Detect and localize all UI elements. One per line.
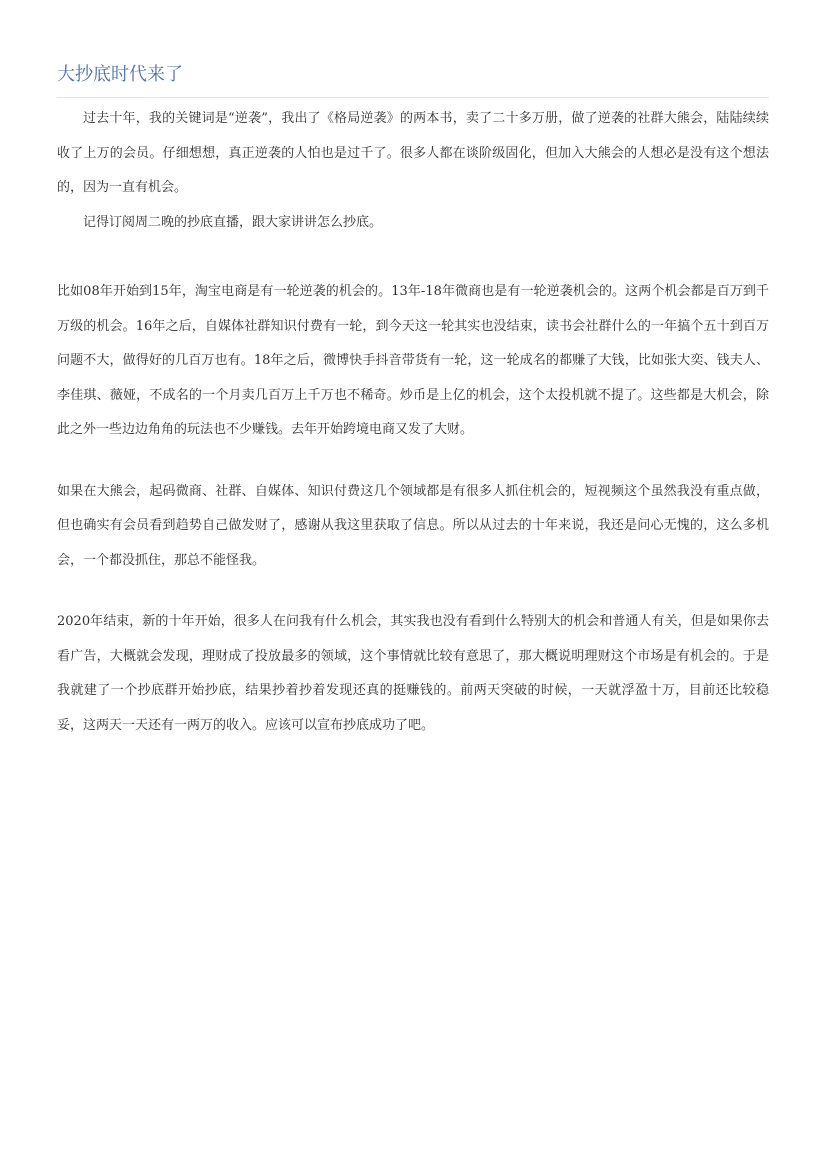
paragraph-spacer bbox=[57, 578, 769, 605]
article-title: 大抄底时代来了 bbox=[57, 64, 183, 85]
body-paragraph: 如果在大熊会，起码微商、社群、自媒体、知识付费这几个领域都是有很多人抓住机会的，短视频这个虽然我没有重点做，但也确实有会员看到趋势自己做发财了，感谢从我这里获取了信息。所以从过去的十年来说，我还是问心无愧的，这么多机会，一个都没抓住，那总不能怪我。 bbox=[57, 483, 769, 568]
title-divider bbox=[57, 97, 769, 98]
paragraph-spacer bbox=[57, 448, 769, 475]
paragraph-spacer bbox=[57, 240, 769, 275]
intro-paragraph: 记得订阅周二晚的抄底直播，跟大家讲讲怎么抄底。 bbox=[83, 214, 383, 230]
intro-paragraph: 过去十年，我的关键词是“逆袭”，我出了《格局逆袭》的两本书，卖了二十多万册，做了逆袭的社群大熊会，陆陆续续收了上万的会员。仔细想想，真正逆袭的人怕也是过千了。很多人都在谈阶级固化，但加入大熊会的人想必是没有这个想法的，因为一直有机会。 bbox=[57, 111, 769, 195]
article bbox=[57, 60, 769, 743]
intro-section bbox=[57, 102, 769, 240]
body-paragraph: 比如08年开始到15年，淘宝电商是有一轮逆袭的机会的。13年-18年微商也是有一轮逆袭机会的。这两个机会都是百万到千万级的机会。16年之后，自媒体社群知识付费有一轮，到今天这一轮其实也没结束，读书会社群什么的一年搞个五十到百万问题不大，做得好的几百万也有。18年之后，微博快手抖音带货有一轮，这一轮成名的都赚了大钱，比如张大奕、钱夫人、李佳琪、薇娅，不成名的一个月卖几百万上千万也不稀奇。炒币是上亿的机会，这个太投机就不提了。这些都是大机会，除此之外一些边边角角的玩法也不少赚钱。去年开始跨境电商又发了大财。 bbox=[57, 284, 769, 437]
body-paragraph: 2020年结束，新的十年开始，很多人在问我有什么机会，其实我也没有看到什么特别大的机会和普通人有关，但是如果你去看广告，大概就会发现，理财成了投放最多的领域，这个事情就比较有意思了，那大概说明理财这个市场是有机会的。于是我就建了一个抄底群开始抄底，结果抄着抄着发现还真的挺赚钱的。前两天突破的时候，一天就浮盈十万，目前还比较稳妥，这两天一天还有一两万的收入。应该可以宣布抄底成功了吧。 bbox=[57, 614, 769, 733]
